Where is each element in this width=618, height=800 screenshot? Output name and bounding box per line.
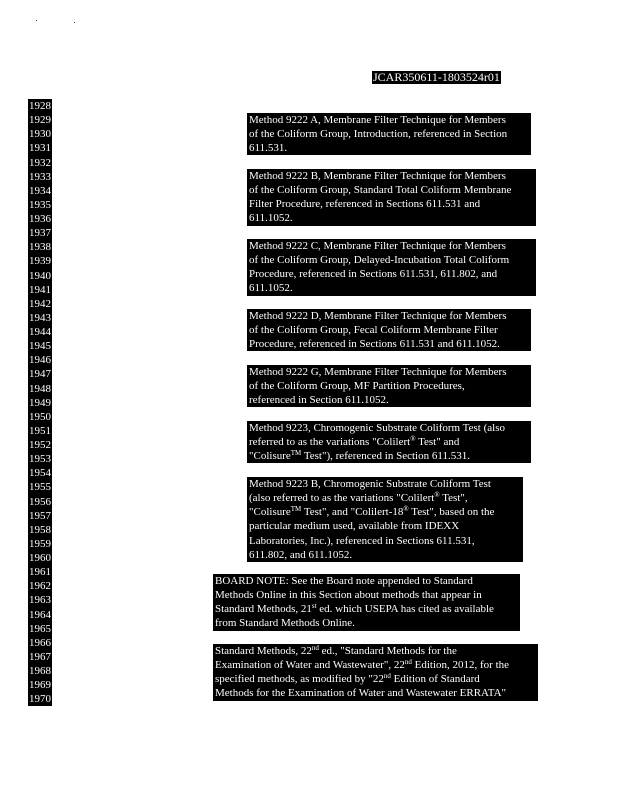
line-number: 1953	[29, 453, 51, 466]
line-number: 1970	[29, 693, 51, 706]
text-line: 611.802, and 611.1052.	[249, 548, 353, 561]
text-line: 611.531.	[249, 142, 288, 155]
line-number: 1957	[29, 509, 51, 522]
text-line: Procedure, referenced in Sections 611.531 and 611.1052.	[249, 338, 500, 351]
line-number: 1939	[29, 255, 51, 268]
method-9222g-entry	[247, 365, 531, 407]
line-number: 1967	[29, 650, 51, 663]
line-number: 1956	[29, 495, 51, 508]
text-line: specified methods, as modified by "22nd Edition of Standard	[215, 672, 480, 686]
line-number: 1958	[29, 523, 51, 536]
text-line: referred to as the variations "Colilert® Test" and	[249, 435, 460, 449]
line-number: 1934	[29, 184, 51, 197]
text-line: Filter Procedure, referenced in Sections 611.531 and	[249, 198, 481, 211]
text-line: Method 9222 D, Membrane Filter Technique for Members	[249, 310, 507, 322]
method-9222c-entry	[247, 239, 536, 296]
line-number: 1942	[29, 297, 51, 310]
text-line: Method 9222 A, Membrane Filter Technique for Members	[249, 114, 506, 126]
method-9222b-entry	[247, 169, 536, 226]
text-line: "Colisure™ Test"), referenced in Section 611.531.	[249, 449, 470, 463]
text-line: Examination of Water and Wastewater", 22nd Edition, 2012, for the	[215, 658, 510, 672]
method-9222d-entry	[247, 309, 531, 351]
line-number: 1950	[29, 410, 51, 423]
line-number: 1951	[29, 424, 51, 437]
text-line: 611.1052.	[249, 282, 293, 295]
document-id: JCAR350611-1803524r01	[373, 70, 500, 84]
line-number: 1964	[29, 608, 51, 621]
text-line: Methods for the Examination of Water and Wastewater ERRATA"	[215, 687, 507, 700]
text-line: Procedure, referenced in Sections 611.531, 611.802, and	[249, 268, 498, 281]
line-number: 1960	[29, 552, 51, 564]
line-number: 1968	[29, 665, 51, 677]
text-line: from Standard Methods Online.	[215, 617, 355, 630]
line-number: 1969	[29, 679, 51, 692]
line-number: 1943	[29, 311, 51, 324]
line-number: 1949	[29, 396, 51, 409]
text-line: particular medium used, available from IDEXX	[249, 520, 460, 533]
standard-methods-22nd-entry	[213, 644, 538, 701]
text-line: "Colisure™ Test", and "Colilert-18® Test", based on the	[249, 505, 495, 519]
text-line: Method 9222 G, Membrane Filter Technique for Members	[249, 366, 507, 378]
line-number: 1961	[29, 566, 51, 579]
text-line: Method 9223 B, Chromogenic Substrate Coliform Test	[249, 478, 491, 490]
method-9222a-entry	[247, 113, 531, 155]
line-number: 1952	[29, 439, 51, 451]
text-line: Standard Methods, 21st ed. which USEPA has cited as available	[215, 602, 494, 616]
text-line: of the Coliform Group, Delayed-Incubation Total Coliform	[249, 254, 510, 267]
line-number: 1965	[29, 622, 51, 635]
line-number: 1954	[29, 467, 51, 480]
text-line: (also referred to as the variations "Colilert® Test",	[249, 491, 468, 505]
text-line: Method 9222 B, Membrane Filter Technique for Members	[249, 170, 506, 182]
line-number: 1940	[29, 269, 51, 282]
line-number: 1936	[29, 213, 51, 225]
text-line: Methods Online in this Section about methods that appear in	[215, 589, 482, 602]
line-number: 1959	[29, 537, 51, 550]
line-number: 1929	[29, 114, 51, 127]
text-line: 611.1052.	[249, 212, 293, 225]
text-line: Method 9223, Chromogenic Substrate Coliform Test (also	[249, 422, 505, 434]
text-line: Standard Methods, 22nd ed., "Standard Methods for the	[215, 644, 457, 657]
line-number: 1945	[29, 340, 51, 353]
line-number: 1944	[29, 326, 51, 338]
line-number: 1962	[29, 580, 51, 593]
text-line: BOARD NOTE: See the Board note appended to Standard	[215, 575, 473, 587]
line-number: 1946	[29, 354, 51, 367]
text-line: of the Coliform Group, Standard Total Coliform Membrane	[249, 184, 512, 197]
line-number: 1948	[29, 382, 51, 395]
method-9223-entry	[247, 421, 531, 463]
line-number: 1933	[29, 170, 51, 183]
line-number: 1938	[29, 241, 51, 254]
line-number: 1966	[29, 636, 51, 649]
line-number-column	[28, 99, 52, 706]
scan-specks	[36, 18, 96, 24]
line-number: 1932	[29, 156, 51, 169]
text-line: referenced in Section 611.1052.	[249, 394, 389, 407]
line-number: 1947	[29, 368, 51, 381]
line-number: 1955	[29, 481, 51, 494]
line-number: 1963	[29, 594, 51, 607]
line-number: 1935	[29, 198, 51, 211]
method-9223b-entry	[247, 477, 523, 562]
text-line: of the Coliform Group, MF Partition Procedures,	[249, 380, 465, 393]
line-number: 1930	[29, 128, 51, 141]
text-line: of the Coliform Group, Fecal Coliform Membrane Filter	[249, 324, 498, 337]
line-number: 1941	[29, 283, 51, 296]
text-line: of the Coliform Group, Introduction, referenced in Section	[249, 128, 508, 141]
line-number: 1937	[29, 227, 51, 240]
line-number: 1931	[29, 142, 51, 155]
text-line: Laboratories, Inc.), referenced in Sections 611.531,	[249, 534, 475, 547]
line-number: 1928	[29, 100, 51, 112]
text-line: Method 9222 C, Membrane Filter Technique for Members	[249, 240, 506, 252]
board-note	[213, 574, 520, 631]
